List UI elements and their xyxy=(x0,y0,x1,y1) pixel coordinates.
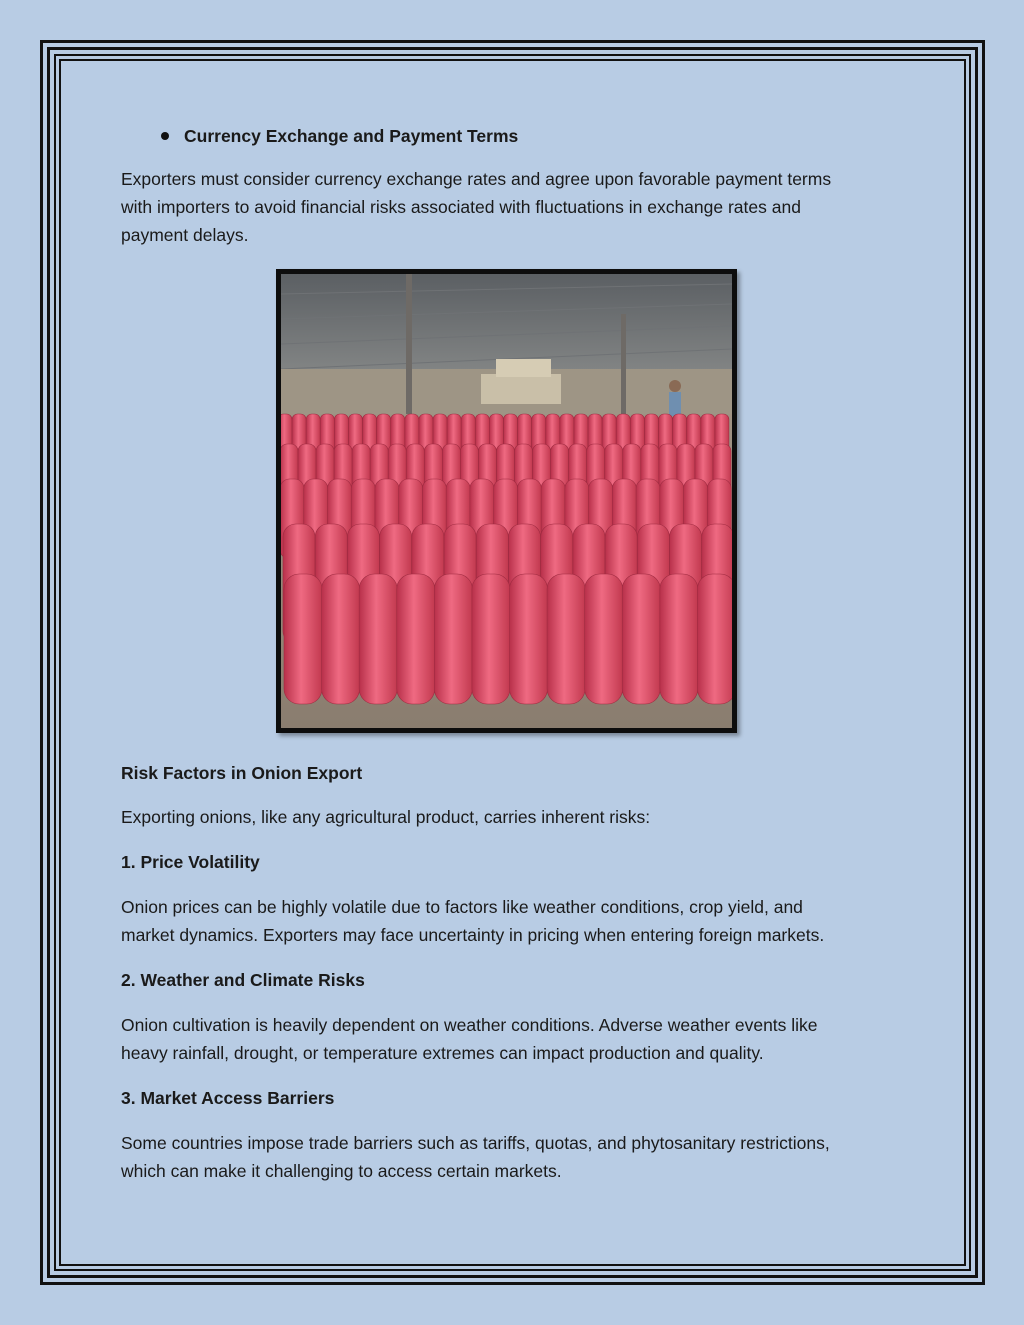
onion-sack xyxy=(697,574,732,704)
bullet-heading: Currency Exchange and Payment Terms xyxy=(184,126,519,146)
text-line: heavy rainfall, drought, or temperature extremes can impact production and quality. xyxy=(121,1043,764,1063)
text-line: Some countries impose trade barriers such as tariffs, quotas, and phytosanitary restrictions, xyxy=(121,1133,830,1153)
risk-paragraph-market xyxy=(121,1129,881,1185)
onion-sack xyxy=(510,574,548,704)
onion-sack xyxy=(547,574,585,704)
risk-paragraph-price xyxy=(121,893,881,949)
risk-heading-price: 1. Price Volatility xyxy=(121,852,260,872)
onion-sack xyxy=(660,574,698,704)
section-title: Risk Factors in Onion Export xyxy=(121,763,363,783)
risk-heading-market: 3. Market Access Barriers xyxy=(121,1088,335,1108)
onion-warehouse-photo xyxy=(276,269,737,733)
text-line: Exporters must consider currency exchange rates and agree upon favorable payment terms xyxy=(121,169,832,189)
text-line: Onion cultivation is heavily dependent on weather conditions. Adverse weather events like xyxy=(121,1015,818,1035)
onion-sack xyxy=(585,574,623,704)
text-line: with importers to avoid financial risks associated with fluctuations in exchange rates and xyxy=(121,197,801,217)
paragraph-currency xyxy=(121,165,881,249)
text-line: payment delays. xyxy=(121,225,249,245)
onion-sack xyxy=(322,574,360,704)
intro-paragraph: Exporting onions, like any agricultural product, carries inherent risks: xyxy=(121,807,651,827)
text-line: Onion prices can be highly volatile due to factors like weather conditions, crop yield, and xyxy=(121,897,803,917)
onion-sack xyxy=(284,574,322,704)
onion-sacks-illustration xyxy=(281,274,732,728)
onion-sack xyxy=(472,574,510,704)
onion-sack xyxy=(359,574,397,704)
bullet-item xyxy=(161,122,518,150)
onion-sack xyxy=(434,574,472,704)
text-line: which can make it challenging to access certain markets. xyxy=(121,1161,562,1181)
risk-heading-weather: 2. Weather and Climate Risks xyxy=(121,970,365,990)
bullet-dot-icon xyxy=(161,132,169,140)
text-line: market dynamics. Exporters may face uncertainty in pricing when entering foreign markets. xyxy=(121,925,825,945)
onion-sack xyxy=(397,574,435,704)
onion-sack xyxy=(622,574,660,704)
risk-paragraph-weather xyxy=(121,1011,881,1067)
